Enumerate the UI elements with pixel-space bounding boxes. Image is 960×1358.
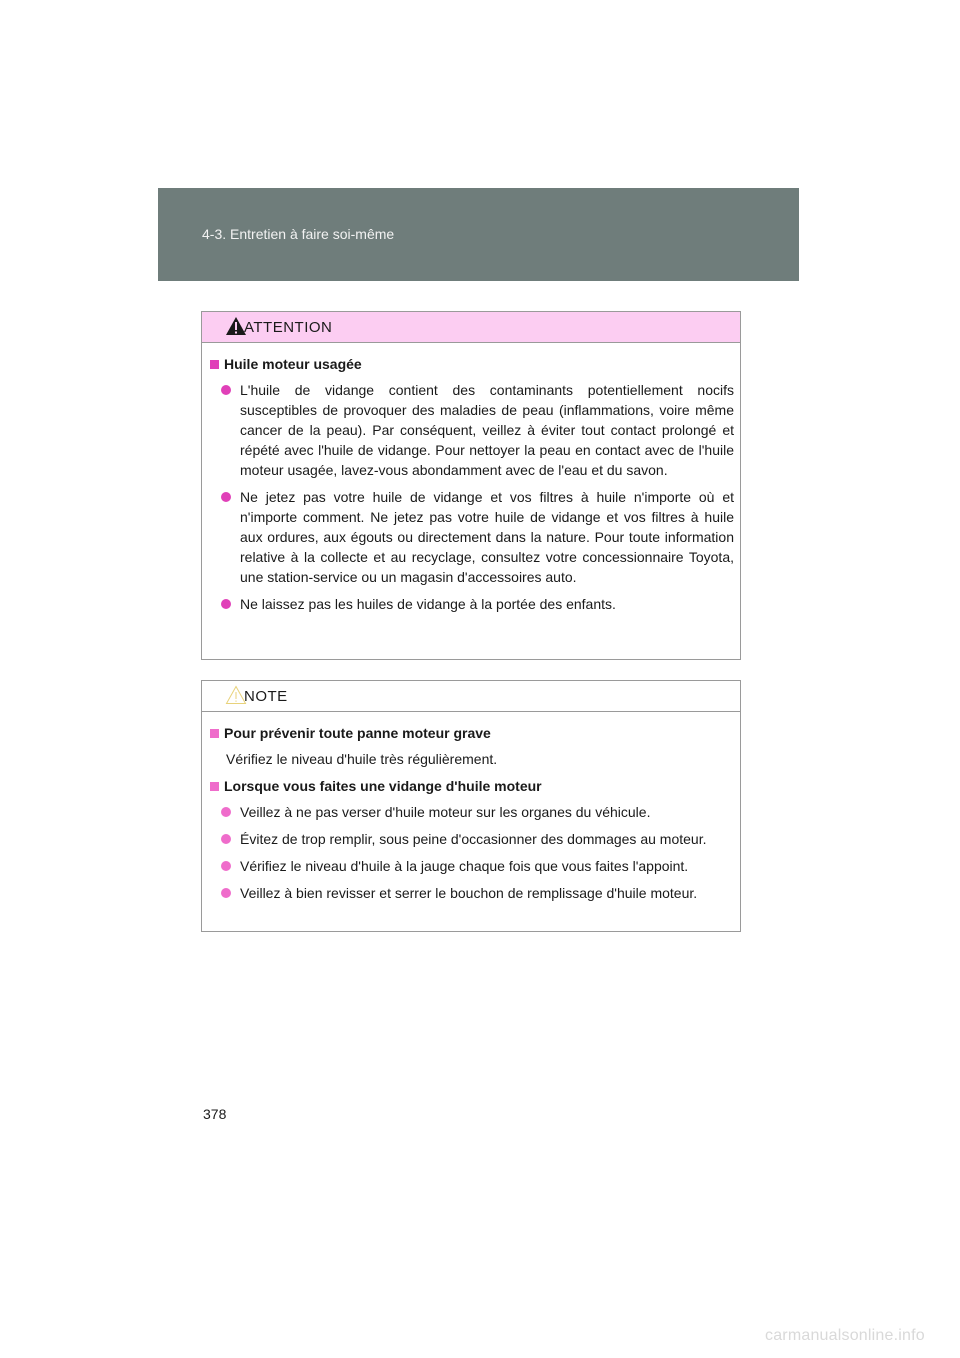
list-item: Veillez à bien revisser et serrer le bouchon de remplissage d'huile moteur. xyxy=(210,883,734,903)
note-section-heading xyxy=(210,776,734,796)
list-item: Vérifiez le niveau d'huile à la jauge chaque fois que vous faites l'appoint. xyxy=(210,856,734,876)
note-section-heading xyxy=(210,723,734,743)
square-bullet-icon xyxy=(210,729,219,738)
note-title: NOTE xyxy=(244,688,288,705)
attention-section-heading xyxy=(210,354,734,374)
list-item: Évitez de trop remplir, sous peine d'occasionner des dommages au moteur. xyxy=(210,829,734,849)
note-header xyxy=(202,681,740,712)
circle-bullet-icon xyxy=(221,385,231,395)
list-item: Ne laissez pas les huiles de vidange à la portée des enfants. xyxy=(210,594,734,614)
list-item: L'huile de vidange contient des contaminants potentiellement nocifs susceptibles de provoquer des maladies de peau (inflammations, voire même cancer de la peau). Par conséquent, veillez à éviter tout contact prolongé et répété avec l'huile de vidange. Pour nettoyer la peau en contact avec de l'huile moteur usagée, lavez-vous abondamment avec de l'eau et du savon. xyxy=(210,380,734,480)
note-box xyxy=(201,680,741,932)
page-number: 378 xyxy=(203,1106,227,1122)
attention-box xyxy=(201,311,741,660)
list-item: Ne jetez pas votre huile de vidange et vos filtres à huile n'importe où et n'importe comment. Ne jetez pas votre huile de vidange et vos filtres à huile aux ordures, aux égouts ou directement dans la nature. Pour toute information relative à la collecte et au recyclage, consultez votre concessionnaire Toyota, une station-service ou un magasin d'accessoires auto. xyxy=(210,487,734,587)
circle-bullet-icon xyxy=(221,888,231,898)
list-item: Veillez à ne pas verser d'huile moteur sur les organes du véhicule. xyxy=(210,802,734,822)
circle-bullet-icon xyxy=(221,492,231,502)
watermark: carmanualsonline.info xyxy=(765,1327,925,1344)
section-title: 4-3. Entretien à faire soi-même xyxy=(202,226,395,242)
section-header-band xyxy=(158,188,799,281)
attention-header xyxy=(202,312,740,343)
circle-bullet-icon xyxy=(221,861,231,871)
square-bullet-icon xyxy=(210,782,219,791)
circle-bullet-icon xyxy=(221,834,231,844)
note-section1-title: Pour prévenir toute panne moteur grave xyxy=(224,725,491,741)
square-bullet-icon xyxy=(210,360,219,369)
note-section1-text: Vérifiez le niveau d'huile très régulièrement. xyxy=(226,751,498,767)
circle-bullet-icon xyxy=(221,599,231,609)
note-section2-title: Lorsque vous faites une vidange d'huile moteur xyxy=(224,778,542,794)
attention-title: ATTENTION xyxy=(244,319,333,336)
circle-bullet-icon xyxy=(221,807,231,817)
attention-section-title: Huile moteur usagée xyxy=(224,356,362,372)
